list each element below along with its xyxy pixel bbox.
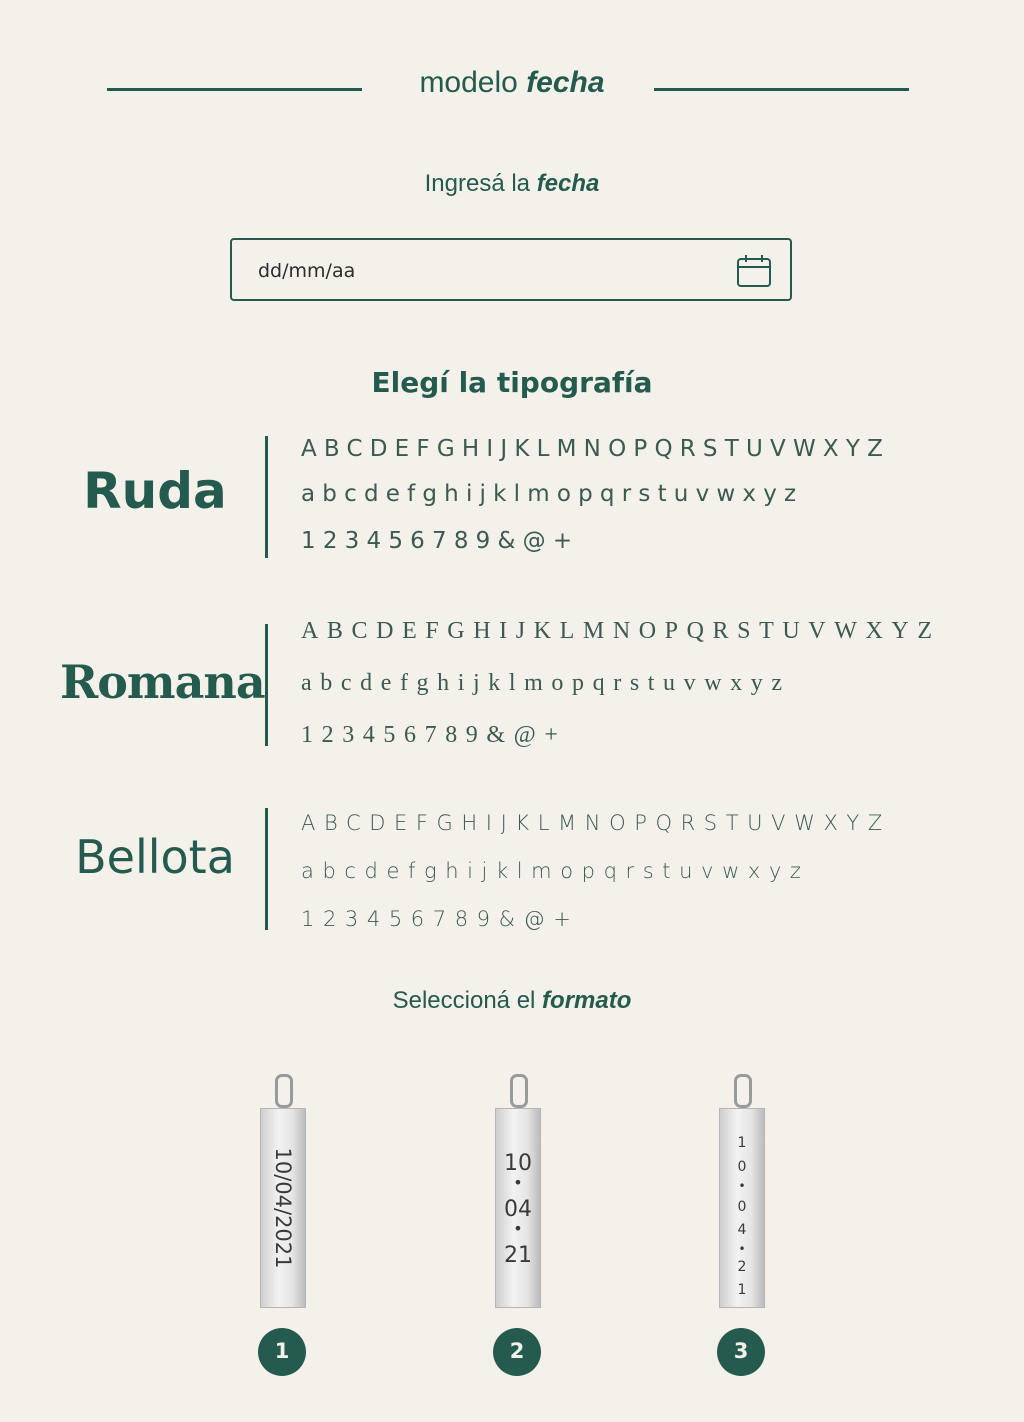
format-number-badge[interactable]: 1 bbox=[258, 1328, 306, 1376]
romana-digits: 123456789&@+ bbox=[301, 722, 567, 748]
date-label-bold: fecha bbox=[536, 170, 600, 197]
romana-lowercase: abcdefghijklmopqrstuvwxyz bbox=[301, 670, 791, 696]
font-section-title: Elegí la tipografía bbox=[371, 366, 653, 399]
pendant-line: 1 bbox=[737, 1282, 747, 1298]
date-label-plain: Ingresá la bbox=[424, 170, 531, 197]
font-divider bbox=[265, 808, 268, 930]
format-option-1[interactable] bbox=[260, 1074, 306, 1310]
pendant-ring bbox=[734, 1074, 752, 1108]
romana-uppercase: ABCDEFGHIJKLMNOPQRSTUVWXYZ bbox=[301, 618, 941, 644]
date-label bbox=[0, 170, 1024, 198]
font-option-bellota[interactable]: Bellota bbox=[75, 830, 235, 884]
pendant-bar bbox=[260, 1108, 306, 1308]
font-option-romana[interactable]: Romana bbox=[60, 655, 265, 709]
font-option-ruda[interactable]: Ruda bbox=[83, 462, 227, 520]
ruda-lowercase: abcdefghijklmopqrstuvwxyz bbox=[301, 481, 804, 507]
pendant-line: 04 bbox=[504, 1197, 532, 1222]
pendant-line: 4 bbox=[737, 1222, 747, 1238]
format-number-badge[interactable]: 3 bbox=[717, 1328, 765, 1376]
pendant-line: • bbox=[513, 1173, 523, 1192]
format-label bbox=[0, 987, 1024, 1015]
pendant-line: • bbox=[738, 1242, 746, 1256]
format-option-2[interactable] bbox=[495, 1074, 541, 1310]
pendant-line: 1 bbox=[737, 1135, 747, 1151]
font-divider bbox=[265, 436, 268, 558]
format-label-bold: formato bbox=[542, 987, 632, 1014]
pendant-line: 21 bbox=[504, 1243, 532, 1268]
pendant-engraving: 10/04/2021 bbox=[271, 1147, 295, 1269]
pendant-bar bbox=[719, 1108, 765, 1308]
title-plain: modelo bbox=[419, 66, 518, 99]
title-bold: fecha bbox=[526, 66, 605, 99]
page-title bbox=[0, 66, 1024, 100]
pendant-ring bbox=[510, 1074, 528, 1108]
date-input[interactable] bbox=[256, 254, 700, 288]
pendant-line: 10 bbox=[504, 1151, 532, 1176]
pendant-ring bbox=[275, 1074, 293, 1108]
font-divider bbox=[265, 624, 268, 746]
date-field[interactable] bbox=[230, 238, 792, 301]
bellota-digits: 123456789&@+ bbox=[301, 907, 580, 931]
calendar-icon[interactable] bbox=[736, 254, 772, 288]
pendant-line: • bbox=[738, 1179, 746, 1193]
header-rule-right bbox=[654, 88, 909, 91]
pendant-line: 0 bbox=[737, 1199, 747, 1215]
pendant-line: • bbox=[513, 1219, 523, 1238]
pendant-bar bbox=[495, 1108, 541, 1308]
bellota-lowercase: abcdefghijklmopqrstuvwxyz bbox=[301, 859, 810, 883]
ruda-uppercase: ABCDEFGHIJKLMNOPQRSTUVWXYZ bbox=[301, 436, 891, 462]
format-label-plain: Seleccioná el bbox=[392, 987, 536, 1014]
format-option-3[interactable] bbox=[719, 1074, 765, 1310]
pendant-line: 2 bbox=[737, 1259, 747, 1275]
bellota-uppercase: ABCDEFGHIJKLMNOPQRSTUVWXYZ bbox=[301, 811, 891, 835]
pendant-line: 0 bbox=[737, 1159, 747, 1175]
format-number-badge[interactable]: 2 bbox=[493, 1328, 541, 1376]
ruda-digits: 123456789&@+ bbox=[301, 528, 580, 554]
